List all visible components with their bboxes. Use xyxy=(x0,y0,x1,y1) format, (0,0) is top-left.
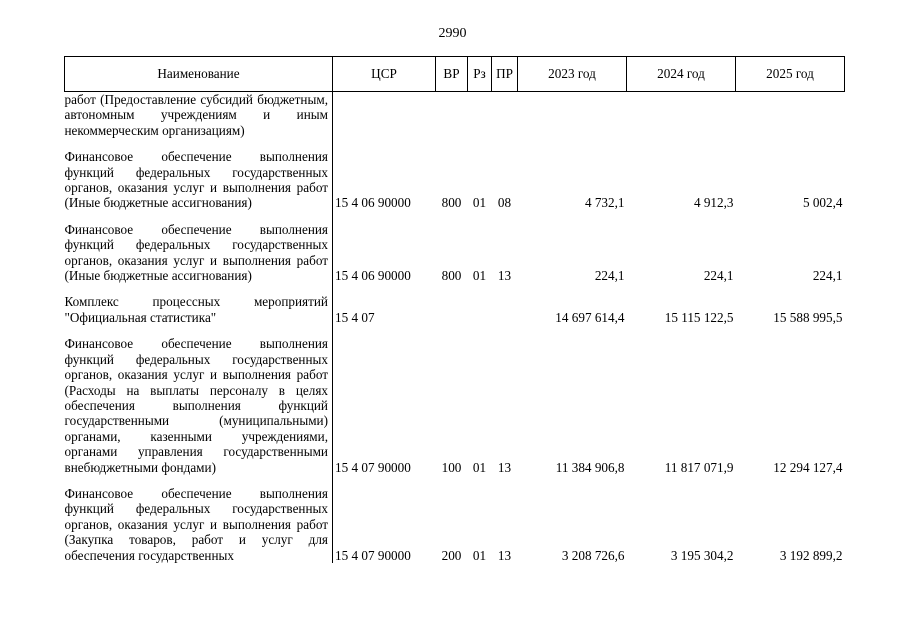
table-row xyxy=(65,336,845,475)
row-csr: 15 4 06 90000 xyxy=(335,195,411,211)
header-vr: ВР xyxy=(436,57,468,92)
row-csr: 15 4 07 90000 xyxy=(335,459,411,475)
row-2023: 3 208 726,6 xyxy=(561,547,625,563)
row-name: Комплекс процессных мероприятий "Официальная статистика" xyxy=(65,294,333,325)
row-2023: 224,1 xyxy=(594,268,625,284)
row-csr: 15 4 07 xyxy=(335,309,375,325)
row-rz: 01 xyxy=(472,459,487,475)
row-csr xyxy=(333,92,436,139)
row-2025: 15 588 995,5 xyxy=(773,309,843,325)
table-row xyxy=(65,486,845,563)
row-vr: 200 xyxy=(441,547,462,563)
row-vr: 100 xyxy=(441,459,462,475)
table-header-row xyxy=(65,57,845,92)
header-2023: 2023 год xyxy=(518,57,627,92)
row-pr: 13 xyxy=(497,547,512,563)
row-2025 xyxy=(736,92,845,139)
row-rz xyxy=(468,92,492,139)
row-name: Финансовое обеспечение выполнения функций федеральных государственных органов, оказания услуг и выполнения работ (Иные бюджетные ассигнования) xyxy=(65,222,333,284)
table-row xyxy=(65,222,845,284)
header-pr: ПР xyxy=(492,57,518,92)
row-pr: 08 xyxy=(497,195,512,211)
row-2025: 224,1 xyxy=(812,268,843,284)
row-2023: 4 732,1 xyxy=(584,195,625,211)
table-row xyxy=(65,92,845,139)
budget-table xyxy=(64,56,845,563)
row-pr xyxy=(492,92,518,139)
row-2024: 4 912,3 xyxy=(693,195,734,211)
row-vr: 800 xyxy=(441,195,462,211)
row-name: Финансовое обеспечение выполнения функций федеральных государственных органов, оказания услуг и выполнения работ (Закупка товаров, работ и услуг для обеспечения государственных xyxy=(65,486,333,563)
row-2023: 14 697 614,4 xyxy=(555,309,625,325)
row-rz xyxy=(468,294,492,325)
header-2024: 2024 год xyxy=(627,57,736,92)
row-2025: 3 192 899,2 xyxy=(779,547,843,563)
row-pr xyxy=(492,294,518,325)
header-csr: ЦСР xyxy=(333,57,436,92)
page-number: 2990 xyxy=(438,26,467,41)
row-csr: 15 4 07 90000 xyxy=(335,547,411,563)
table-row xyxy=(65,294,845,325)
row-2024: 224,1 xyxy=(703,268,734,284)
row-2024 xyxy=(627,92,736,139)
row-name: Финансовое обеспечение выполнения функций федеральных государственных органов, оказания услуг и выполнения работ (Расходы на выплаты персоналу в целях обеспечения выполнения функций государственными (муниципальными) органами, казенными учреждениями, органами управления государственными внебюджетными фондами) xyxy=(65,336,333,475)
row-2023: 11 384 906,8 xyxy=(555,459,625,475)
row-rz: 01 xyxy=(472,195,487,211)
row-rz: 01 xyxy=(472,268,487,284)
row-rz: 01 xyxy=(472,547,487,563)
row-2024: 15 115 122,5 xyxy=(664,309,734,325)
row-2025: 5 002,4 xyxy=(802,195,843,211)
header-2025: 2025 год xyxy=(736,57,845,92)
row-pr: 13 xyxy=(497,268,512,284)
row-csr: 15 4 06 90000 xyxy=(335,268,411,284)
row-2024: 3 195 304,2 xyxy=(670,547,734,563)
table-row xyxy=(65,149,845,211)
row-vr xyxy=(436,294,468,325)
header-rz: Рз xyxy=(468,57,492,92)
row-vr: 800 xyxy=(441,268,462,284)
row-2025: 12 294 127,4 xyxy=(773,459,843,475)
row-2023 xyxy=(518,92,627,139)
row-vr xyxy=(436,92,468,139)
row-name: работ (Предоставление субсидий бюджетным, автономным учреждениям и иным некоммерческим организациям) xyxy=(65,92,333,139)
row-name: Финансовое обеспечение выполнения функций федеральных государственных органов, оказания услуг и выполнения работ (Иные бюджетные ассигнования) xyxy=(65,149,333,211)
header-name: Наименование xyxy=(65,57,333,92)
row-2024: 11 817 071,9 xyxy=(664,459,734,475)
row-pr: 13 xyxy=(497,459,512,475)
